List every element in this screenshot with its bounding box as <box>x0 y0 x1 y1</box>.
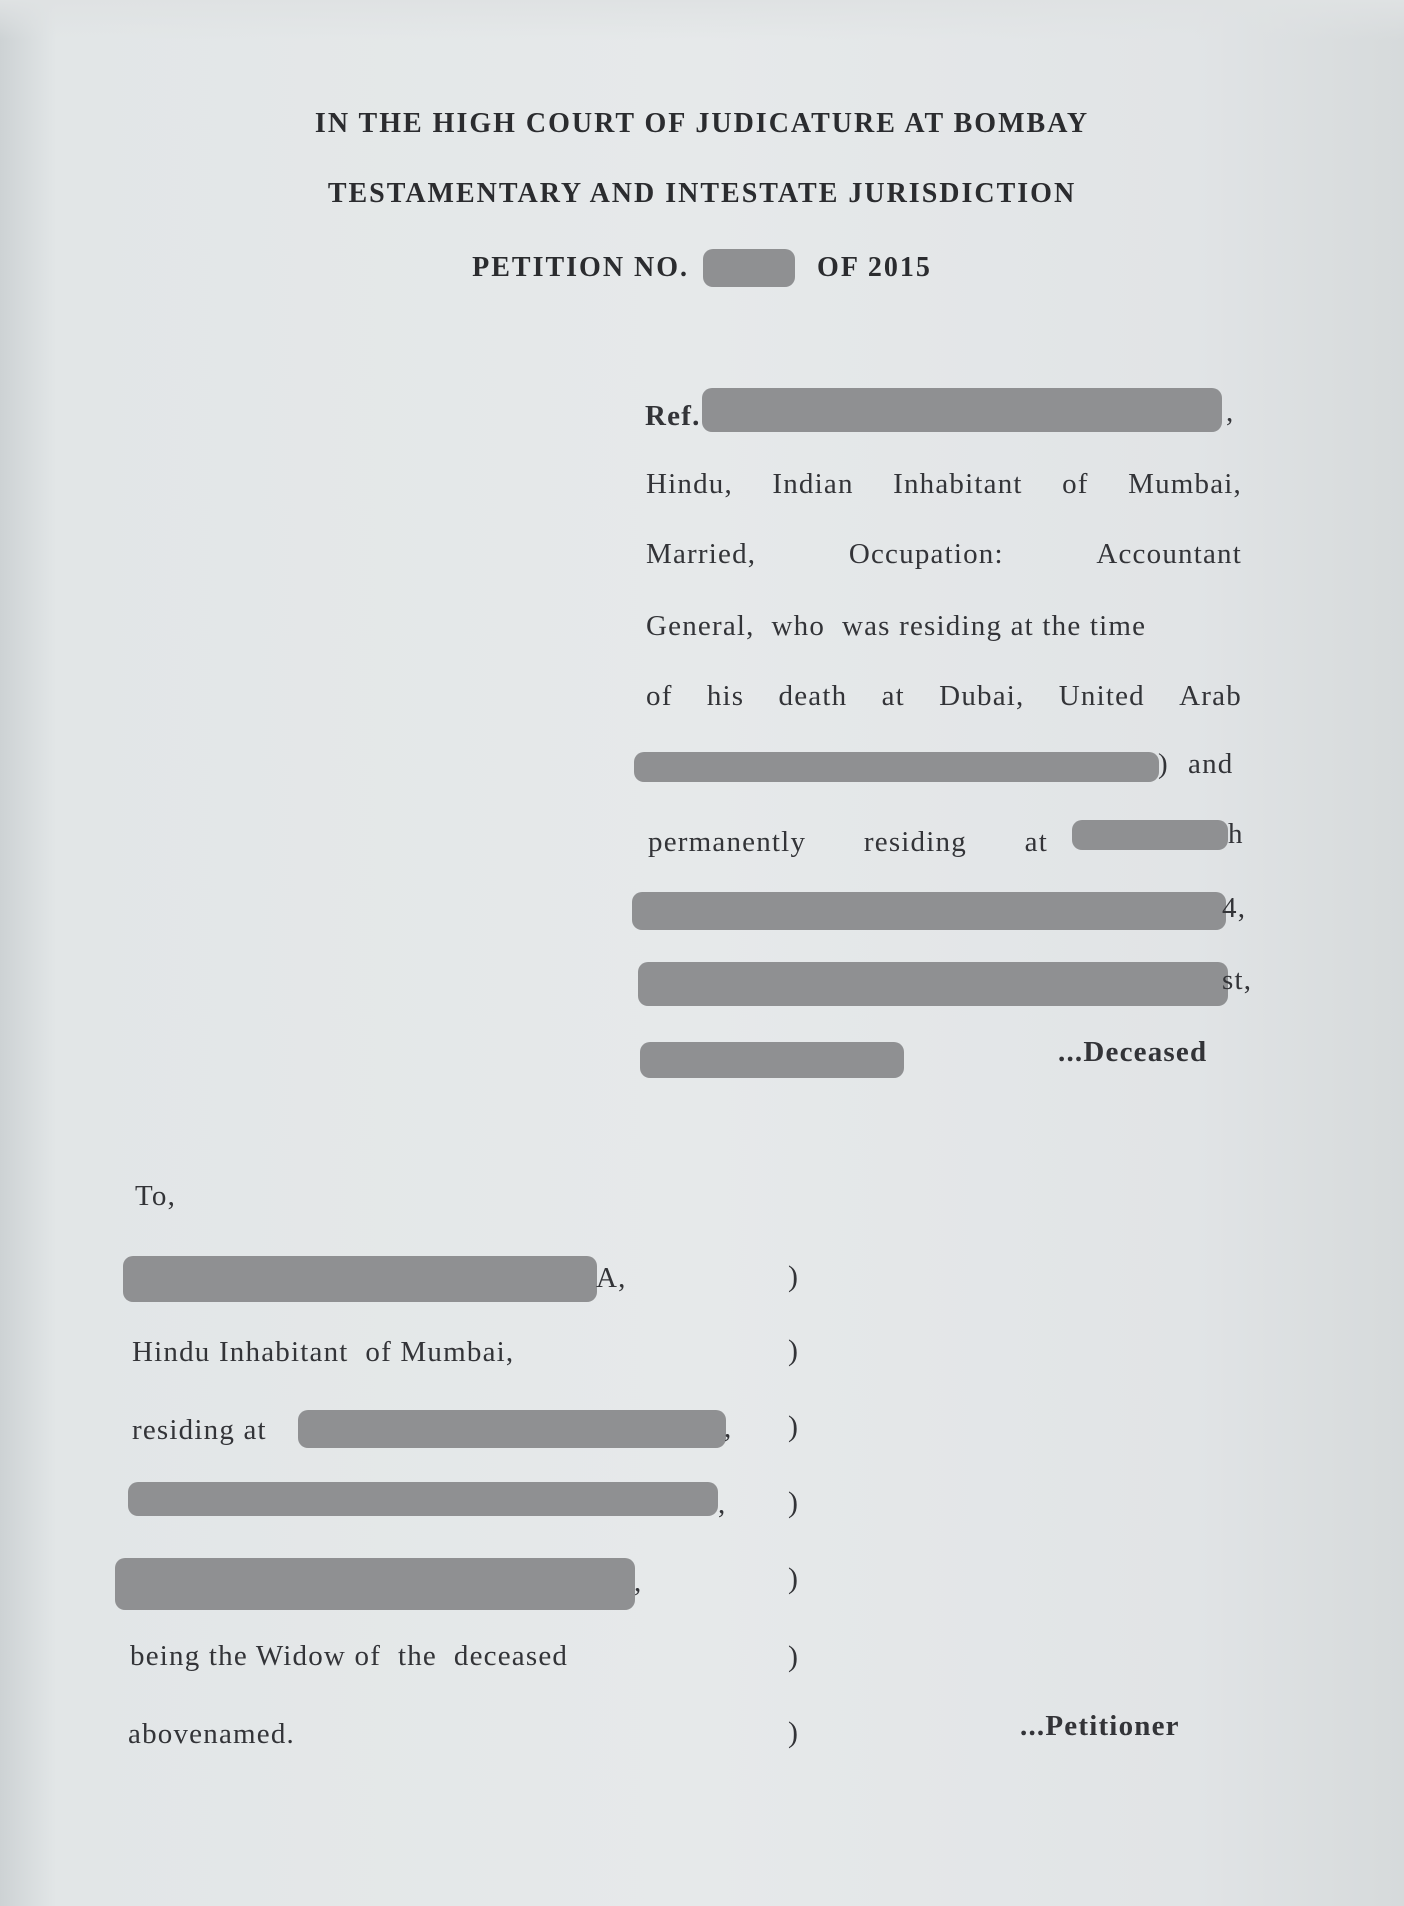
deceased-role-label: ...Deceased <box>1058 1036 1208 1068</box>
petitioner-line-7: abovenamed. <box>128 1718 295 1750</box>
petition-number-line <box>0 248 1404 288</box>
paren-5: ) <box>788 1562 798 1595</box>
redacted-petitioner-name <box>123 1256 597 1302</box>
petitioner-line-3: residing at <box>132 1414 267 1446</box>
deceased-line-4: General, who was residing at the time <box>646 610 1147 642</box>
deceased-line-6-paren: ) <box>1158 748 1169 780</box>
redacted-address-2 <box>638 962 1228 1006</box>
redacted-petitioner-address-1 <box>298 1410 726 1448</box>
petitioner-line-2: Hindu Inhabitant of Mumbai, <box>132 1336 515 1368</box>
petition-prefix: PETITION NO. <box>472 252 690 283</box>
redacted-petitioner-address-2 <box>128 1482 718 1516</box>
redacted-address-3 <box>640 1042 904 1078</box>
paren-2: ) <box>788 1334 798 1367</box>
deceased-line-7-tail: h <box>1228 818 1244 850</box>
ref-tail: , <box>1226 396 1235 428</box>
deceased-line-2: Hindu, Indian Inhabitant of Mumbai, <box>646 468 1242 500</box>
deceased-line-8-tail: 4, <box>1222 892 1247 924</box>
redacted-residence-1 <box>634 752 1159 782</box>
ref-label: Ref. <box>645 400 701 432</box>
redacted-residence-2 <box>1072 820 1228 850</box>
deceased-line-9-tail: st, <box>1222 964 1253 996</box>
redacted-address-1 <box>632 892 1226 930</box>
paren-7: ) <box>788 1716 798 1749</box>
to-label: To, <box>135 1180 177 1212</box>
deceased-line-5: of his death at Dubai, United Arab <box>646 680 1242 712</box>
redacted-petition-number <box>703 249 795 287</box>
paren-1: ) <box>788 1260 798 1293</box>
deceased-line-7: permanently residing at <box>648 826 1048 858</box>
petitioner-line-6: being the Widow of the deceased <box>130 1640 569 1672</box>
redacted-petitioner-address-3 <box>115 1558 635 1610</box>
paren-4: ) <box>788 1486 798 1519</box>
petitioner-line-3-tail: , <box>724 1412 733 1444</box>
jurisdiction-title: TESTAMENTARY AND INTESTATE JURISDICTION <box>327 178 1077 209</box>
paren-3: ) <box>788 1410 798 1443</box>
petitioner-role-label: ...Petitioner <box>1020 1710 1180 1742</box>
paren-6: ) <box>788 1640 798 1673</box>
court-title: IN THE HIGH COURT OF JUDICATURE AT BOMBAY <box>314 108 1090 139</box>
deceased-line-3: Married, Occupation: Accountant <box>646 538 1242 570</box>
petition-suffix: OF 2015 <box>817 252 932 283</box>
petitioner-line-1-tail: A, <box>596 1262 627 1294</box>
deceased-line-6-and: and <box>1188 748 1234 780</box>
redacted-deceased-name <box>702 388 1222 432</box>
petitioner-line-4-tail: , <box>718 1488 727 1520</box>
petitioner-line-5-tail: , <box>634 1566 643 1598</box>
